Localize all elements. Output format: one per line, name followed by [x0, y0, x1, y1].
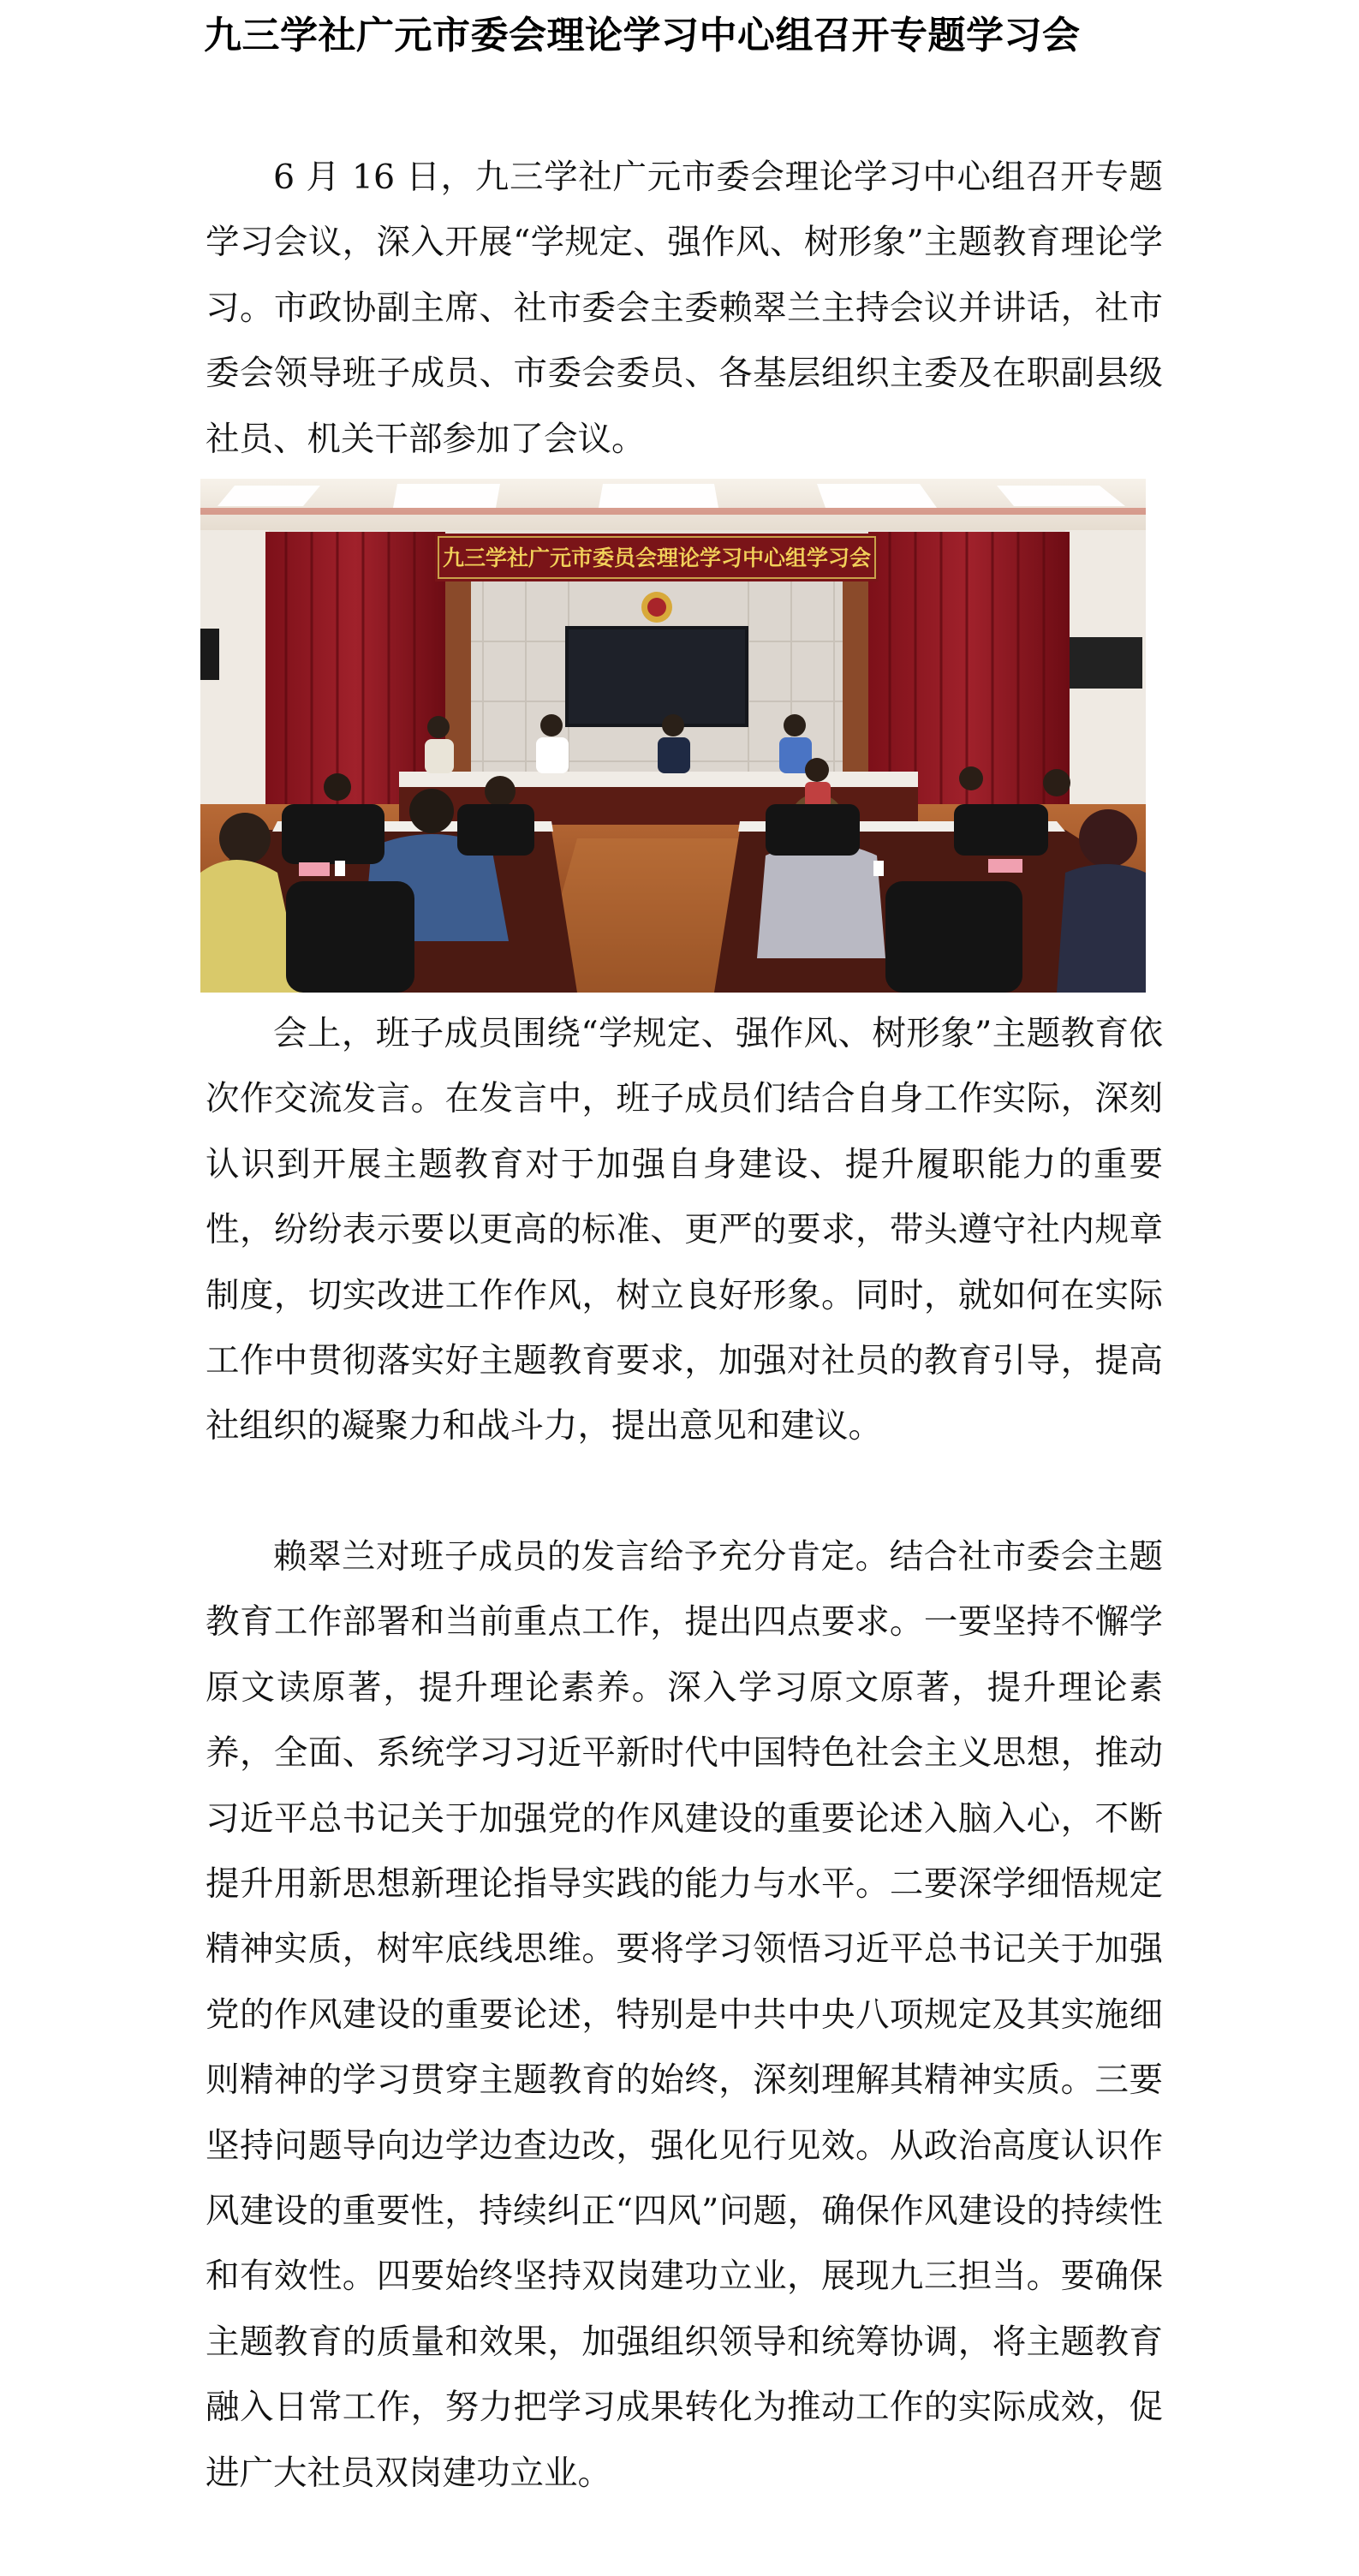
side-tv-right [1065, 637, 1142, 689]
banner-text: 九三学社广元市委员会理论学习中心组学习会 [442, 546, 872, 570]
article-paragraph-2: 会上，班子成员围绕“学规定、强作风、树形象”主题教育依次作交流发言。在发言中，班子成员们结合自身工作实际，深刻认识到开展主题教育对于加强自身建设、提升履职能力的重要性，纷纷表示要以更高的标准、更严的要求，带头遵守社内规章制度，切实改进工作作风，树立良好形象。同时，就如何在实际工作中贯彻落实好主题教育要求，加强对社员的教育引导，提高社组织的凝聚力和战斗力，提出意见和建议。 [206, 1014, 1163, 1446]
meeting-photo [200, 479, 1146, 993]
side-tv-left [200, 629, 219, 680]
article-paragraph-3: 赖翠兰对班子成员的发言给予充分肯定。结合社市委会主题教育工作部署和当前重点工作，提出四点要求。一要坚持不懈学原文读原著，提升理论素养。深入学习原文原著，提升理论素养，全面、系统学习习近平新时代中国特色社会主义思想，推动习近平总书记关于加强党的作风建设的重要论述入脑入心，不断提升用新思想新理论指导实践的能力与水平。二要深学细悟规定精神实质，树牢底线思维。要将学习领悟习近平总书记关于加强党的作风建设的重要论述，特别是中共中央八项规定及其实施细则精神的学习贯穿主题教育的始终，深刻理解其精神实质。三要坚持问题导向边学边查边改，强化见行见效。从政治高度认识作风建设的重要性，持续纠正“四风”问题，确保作风建设的持续性和有效性。四要始终坚持双岗建功立业，展现九三担当。要确保主题教育的质量和效果，加强组织领导和统筹协调，将主题教育融入日常工作，努力把学习成果转化为推动工作的实际成效，促进广大社员双岗建功立业。 [206, 1537, 1163, 2493]
article-paragraph-1: 6 月 16 日，九三学社广元市委会理论学习中心组召开专题学习会议，深入开展“学规定、强作风、树形象”主题教育理论学习。市政协副主席、社市委会主委赖翠兰主持会议并讲话，社市委会领导班子成员、市委会委员、各基层组织主委及在职副县级社员、机关干部参加了会议。 [206, 158, 1163, 459]
article-title: 九三学社广元市委会理论学习中心组召开专题学习会 [204, 14, 1081, 57]
